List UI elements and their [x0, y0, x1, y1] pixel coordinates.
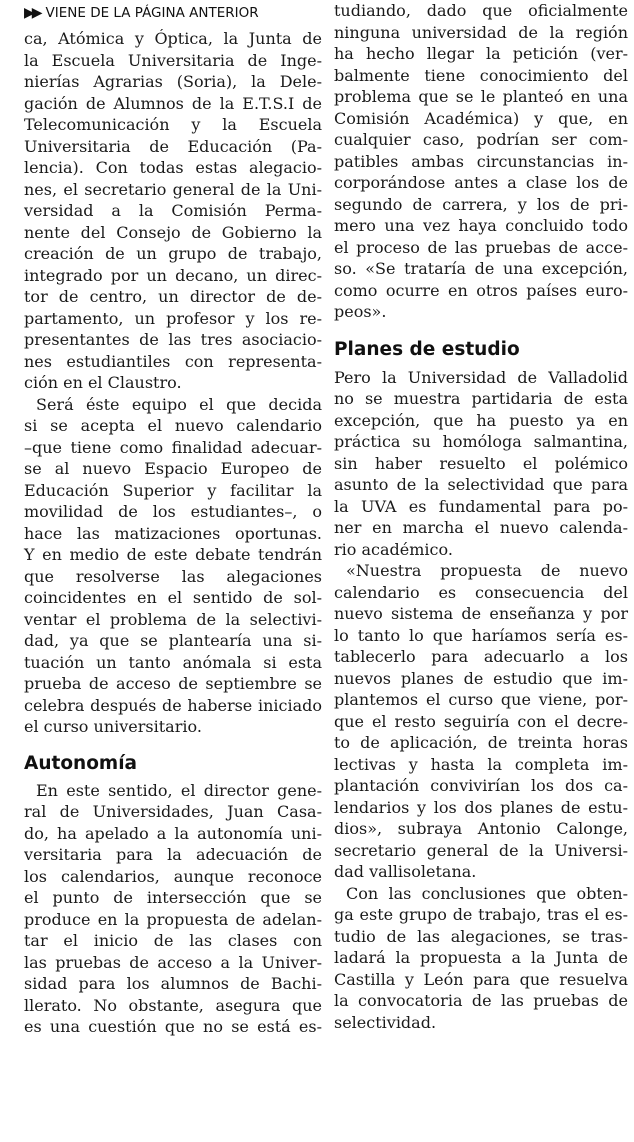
continuation-kicker: [24, 0, 322, 28]
left-paragraph-1: [24, 28, 322, 394]
text-line: si se acepta el nuevo calendario: [24, 416, 322, 435]
left-column: [24, 0, 322, 1038]
right-paragraph-4: [334, 883, 628, 1034]
text-line: patibles ambas circunstancias in-: [334, 151, 628, 171]
text-line: el punto de intersección que se: [24, 888, 322, 907]
text-line: balmente tiene conocimiento del: [334, 65, 628, 85]
text-line: Educación Superior y facilitar la: [24, 480, 322, 500]
text-line: partamento, un profesor y los re-: [24, 308, 322, 328]
text-line: ral de Universidades, Juan Casa-: [24, 802, 322, 821]
text-line: prueba de acceso de septiembre se: [24, 674, 322, 693]
text-line: Y en medio de este debate tendrán: [24, 545, 322, 564]
text-line: ner en marcha el nuevo calenda-: [334, 518, 628, 537]
text-line: Con las conclusiones que obten-: [346, 883, 628, 903]
text-line: gación de Alumnos de la E.T.S.I de: [24, 93, 322, 113]
text-line: produce en la propuesta de adelan-: [24, 909, 322, 929]
text-line: la UVA es fundamental para po-: [334, 496, 628, 516]
text-line: secretario general de la Universi-: [334, 840, 628, 860]
text-line: segundo de carrera, y los de pri-: [334, 194, 628, 214]
text-line: como ocurre en otros países euro-: [334, 280, 628, 300]
left-paragraph-2: [24, 394, 322, 738]
text-line: ción en el Claustro.: [24, 373, 182, 392]
text-line: ladará la propuesta a la Junta de: [334, 948, 628, 967]
text-line: dad vallisoletana.: [334, 862, 477, 881]
text-line: Pero la Universidad de Valladolid: [334, 367, 628, 387]
text-line: problema que se le planteó en una: [334, 87, 628, 106]
text-line: tor de centro, un director de de-: [24, 287, 322, 306]
text-line: celebra después de haberse iniciado: [24, 695, 322, 715]
text-line: –que tiene como finalidad adecuar-: [24, 437, 322, 457]
text-line: Comisión Académica) y que, en: [334, 108, 628, 128]
text-line: so. «Se trataría de una excepción,: [334, 259, 628, 278]
text-line: nes estudiantiles con representa-: [24, 351, 322, 371]
text-line: tuación un tanto anómala si esta: [24, 652, 322, 672]
text-line: que el resto seguiría con el decre-: [334, 711, 628, 731]
text-line: que resolverse las alegaciones: [24, 566, 322, 586]
text-line: no se muestra partidaria de esta: [334, 389, 628, 408]
text-line: Castilla y León para que resuelva: [334, 969, 628, 989]
text-line: mero una vez haya concluido todo: [334, 216, 628, 235]
right-column: [334, 0, 628, 1033]
text-line: sidad para los alumnos de Bachi-: [24, 974, 322, 993]
text-line: Será éste equipo el que decida: [36, 394, 322, 414]
text-line: es una cuestión que no se está es-: [24, 1017, 322, 1036]
text-line: la convocatoria de las pruebas de: [334, 991, 628, 1010]
text-line: calendario es consecuencia del: [334, 582, 628, 602]
text-line: nuevo sistema de enseñanza y por: [334, 604, 628, 623]
text-line: nente del Consejo de Gobierno la: [24, 222, 322, 242]
right-paragraph-1: [334, 0, 628, 323]
text-line: peos».: [334, 302, 387, 321]
text-line: lencia). Con todas estas alegacio-: [24, 158, 322, 177]
text-line: «Nuestra propuesta de nuevo: [346, 561, 628, 580]
text-line: corporándose antes a clase los de: [334, 173, 628, 192]
text-line: nuevos planes de estudio que im-: [334, 668, 628, 688]
text-line: rio académico.: [334, 539, 453, 559]
text-line: tablecerlo para adecuarlo a los: [334, 647, 628, 666]
text-line: lo tanto lo que haríamos sería es-: [334, 625, 628, 645]
right-paragraph-2: [334, 367, 628, 561]
text-line: versitaria para la adecuación de: [24, 845, 322, 864]
text-line: llerato. No obstante, asegura que: [24, 995, 322, 1015]
text-line: presentantes de las tres asociacio-: [24, 330, 322, 349]
text-line: plantemos el curso que viene, por-: [334, 690, 628, 709]
text-line: tar el inicio de las clases con: [24, 931, 322, 950]
text-line: En este sentido, el director gene-: [36, 780, 322, 800]
text-line: creación de un grupo de trabajo,: [24, 244, 322, 263]
text-line: ninguna universidad de la región: [334, 22, 628, 42]
left-paragraph-3: [24, 780, 322, 1038]
text-line: to de aplicación, de treinta horas: [334, 733, 628, 752]
text-line: sin haber resuelto el polémico: [334, 453, 628, 473]
text-line: se al nuevo Espacio Europeo de: [24, 459, 322, 478]
text-line: ca, Atómica y Óptica, la Junta de: [24, 29, 322, 48]
text-line: selectividad.: [334, 1012, 437, 1032]
text-line: tudio de las alegaciones, se tras-: [334, 926, 628, 946]
subhead-planes-de-estudio: Planes de estudio: [334, 338, 520, 360]
text-line: ga este grupo de trabajo, tras el es-: [334, 905, 628, 924]
text-line: plantación convivirían los dos ca-: [334, 776, 628, 795]
text-line: lendarios y los dos planes de estu-: [334, 797, 628, 817]
kicker-text: VIENE DE LA PÁGINA ANTERIOR: [45, 5, 259, 21]
text-line: nierías Agrarias (Soria), la Dele-: [24, 72, 322, 91]
text-line: práctica su homóloga salmantina,: [334, 432, 628, 451]
text-line: movilidad de los estudiantes–, o: [24, 502, 322, 521]
text-line: tudiando, dado que oficialmente: [334, 1, 628, 20]
text-line: nes, el secretario general de la Uni-: [24, 179, 322, 199]
text-line: hace las matizaciones oportunas.: [24, 523, 322, 543]
text-line: dad, ya que se plantearía una si-: [24, 631, 322, 650]
text-line: lectivas y hasta la completa im-: [334, 754, 628, 774]
text-line: excepción, que ha puesto ya en: [334, 410, 628, 430]
text-line: Universitaria de Educación (Pa-: [24, 136, 322, 156]
double-arrow-right-icon: ▶▶: [24, 5, 40, 21]
text-line: las pruebas de acceso a la Univer-: [24, 952, 322, 972]
text-line: ha hecho llegar la petición (ver-: [334, 44, 628, 63]
right-paragraph-3: [334, 560, 628, 883]
text-line: versidad a la Comisión Perma-: [24, 201, 322, 220]
text-line: la Escuela Universitaria de Inge-: [24, 50, 322, 70]
text-line: ventar el problema de la selectivi-: [24, 609, 322, 629]
text-line: dios», subraya Antonio Calonge,: [334, 819, 628, 838]
text-line: coincidentes en el sentido de sol-: [24, 588, 322, 607]
text-line: los calendarios, aunque reconoce: [24, 866, 322, 886]
text-line: integrado por un decano, un direc-: [24, 265, 322, 285]
text-line: el curso universitario.: [24, 717, 202, 736]
text-line: asunto de la selectividad que para: [334, 475, 628, 494]
subhead-autonomia: Autonomía: [24, 752, 138, 774]
text-line: Telecomunicación y la Escuela: [24, 115, 322, 134]
text-line: do, ha apelado a la autonomía uni-: [24, 823, 322, 843]
text-line: el proceso de las pruebas de acce-: [334, 237, 628, 257]
text-line: cualquier caso, podrían ser com-: [334, 130, 628, 149]
